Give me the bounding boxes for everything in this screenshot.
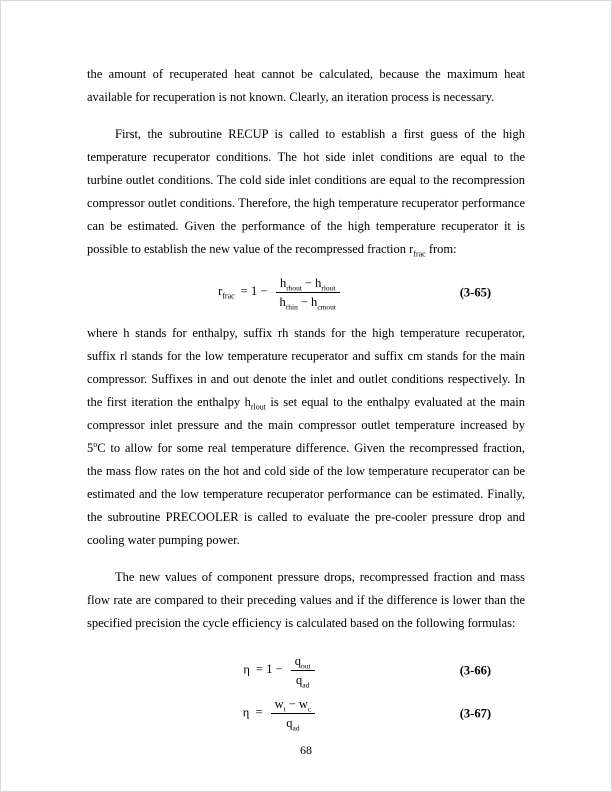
page-number: 68 — [300, 743, 312, 757]
eq66-equals: = 1 − — [256, 662, 283, 677]
eq65-fraction — [276, 275, 340, 310]
subscript-rlout: rlout — [250, 402, 266, 412]
eq65-equals: = 1 − — [240, 284, 268, 299]
superscript-degree: o — [93, 439, 98, 449]
equation-3-67-body — [243, 696, 317, 731]
eq67-numerator: $w_t - w_c$ — [271, 696, 316, 714]
text-block — [1, 1, 611, 731]
paragraph-enthalpy-seg3: C to allow for some real temperature difference. Given the recompressed fraction, the mass flow rates on the hot and cold side of the low temperature recuperator can be estimated and the low temperature recuperator performance can be estimated. Finally, the subroutine PRECOOLER is called to evaluate the pre-cooler pressure drop and cooling water pumping power. — [87, 441, 525, 547]
equation-3-66 — [87, 653, 525, 688]
paragraph-enthalpy-seg1: where h stands for enthalpy, suffix rh stands for the high temperature recuperator, suffix rl stands for the low temperature recuperator and suffix cm stands for the main compressor. Suffixes in and out denote the inlet and outlet conditions respectively. In the first iteration the enthalpy h — [87, 326, 525, 409]
equation-3-67 — [87, 696, 525, 731]
eq65-numerator: $h_{rhout} - h_{rlout}$ — [276, 275, 340, 293]
eq67-fraction — [271, 696, 316, 731]
paragraph-recup — [87, 123, 525, 261]
equation-3-65-body — [218, 275, 342, 310]
eq67-denominator: $q_{ad}$ — [286, 716, 300, 733]
eq66-lhs: η — [243, 662, 250, 677]
equation-number-3-67: (3-67) — [459, 706, 491, 720]
equation-3-65 — [87, 275, 525, 310]
equation-number-3-66: (3-66) — [459, 663, 491, 677]
paragraph-enthalpy — [87, 322, 525, 552]
eq66-numerator: $q_{out}$ — [291, 653, 315, 671]
eq66-fraction — [291, 653, 315, 688]
eq65-denominator: $h_{rhin} - h_{cmout}$ — [279, 295, 336, 312]
eq65-lhs: $r_{frac}$ — [218, 284, 235, 301]
eq66-denominator: $q_{ad}$ — [296, 673, 310, 690]
paragraph-recup-tail: from: — [425, 242, 457, 256]
paragraph-enthalpy-seg2: is set equal to the enthalpy evaluated at the main compressor inlet pressure and the main compressor outlet temperature increased by 5 — [87, 395, 525, 455]
paragraph-intro: the amount of recuperated heat cannot be calculated, because the maximum heat available for recuperation is not known. Clearly, an iteration process is necessary. — [87, 67, 525, 104]
subscript-frac: frac — [413, 249, 426, 259]
eq67-equals: = — [255, 705, 263, 720]
paragraph-convergence: The new values of component pressure drops, recompressed fraction and mass flow rate are compared to their preceding values and if the difference is lower than the specified precision the cycle efficiency is calculated based on the following formulas: — [87, 570, 525, 630]
equation-number-3-65: (3-65) — [459, 285, 491, 299]
paragraph-recup-text: First, the subroutine RECUP is called to establish a first guess of the high temperature recuperator conditions. The hot side inlet conditions are equal to the turbine outlet conditions. The cold side inlet conditions are equal to the recompression compressor outlet conditions. Therefore, the high temperature recuperator performance can be estimated. Given the performance of the high temperature recuperator it is possible to establish the new value of the recompressed fraction r — [87, 127, 525, 256]
equation-3-66-body — [243, 653, 316, 688]
eq67-lhs: η — [242, 705, 250, 720]
